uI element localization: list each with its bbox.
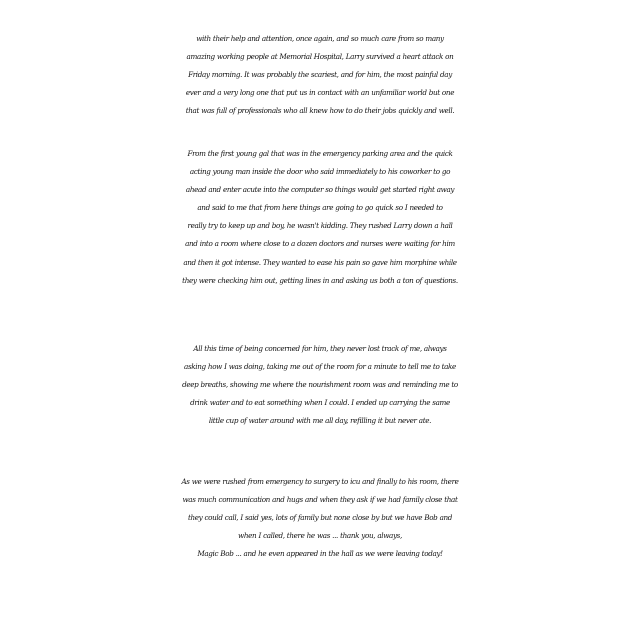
text-line: was much communication and hugs and when they ask if we had family close that <box>182 495 458 505</box>
text-line: they could call, I said yes, lots of family but none close by but we have Bob and <box>187 513 453 523</box>
text-line: ahead and enter acute into the computer so things would get started right away <box>185 185 455 195</box>
text-line: and said to me that from here things are going to go quick so I needed to <box>197 203 443 213</box>
text-line: Friday morning. It was probably the scariest, and for him, the most painful day <box>188 70 452 80</box>
text-line: acting young man inside the door who said immediately to his coworker to go <box>189 167 451 177</box>
text-line: amazing working people at Memorial Hospital, Larry survived a heart attack on <box>186 52 454 62</box>
text-line: they were checking him out, getting lines in and asking us both a ton of questions. <box>182 275 458 285</box>
paragraph-staff-concern <box>0 340 640 430</box>
paragraph-magic-bob <box>0 473 640 563</box>
text-line: little cup of water around with me all day, refilling it but never ate. <box>208 416 432 426</box>
paragraph-hospital-care <box>0 30 640 120</box>
text-line: Magic Bob ... and he even appeared in the hall as we were leaving today! <box>197 549 443 559</box>
text-line: and then it got intense. They wanted to ease his pain so gave him morphine while <box>183 257 457 267</box>
text-line: deep breaths, showing me where the nourishment room was and reminding me to <box>182 380 458 390</box>
text-line: with their help and attention, once again, and so much care from so many <box>196 34 444 43</box>
paragraph-emergency-arrival <box>0 145 640 290</box>
text-line: really try to keep up and boy, he wasn't kidding. They rushed Larry down a hall <box>187 221 453 231</box>
text-line: and into a room where close to a dozen doctors and nurses were waiting for him <box>185 239 455 249</box>
text-line: As we were rushed from emergency to surgery to icu and finally to his room, there <box>181 477 459 486</box>
text-line: From the first young gal that was in the emergency parking area and the quick <box>187 149 453 158</box>
text-line: All this time of being concerned for him, they never lost track of me, always <box>193 344 447 353</box>
text-line: asking how I was doing, taking me out of the room for a minute to tell me to take <box>184 362 456 372</box>
text-line: that was full of professionals who all knew how to do their jobs quickly and well. <box>185 106 455 116</box>
text-line: drink water and to eat something when I could. I ended up carrying the same <box>190 398 450 408</box>
text-line: when I called, there he was ... thank you, always, <box>238 531 402 541</box>
text-line: ever and a very long one that put us in contact with an unfamiliar world but one <box>185 88 455 98</box>
